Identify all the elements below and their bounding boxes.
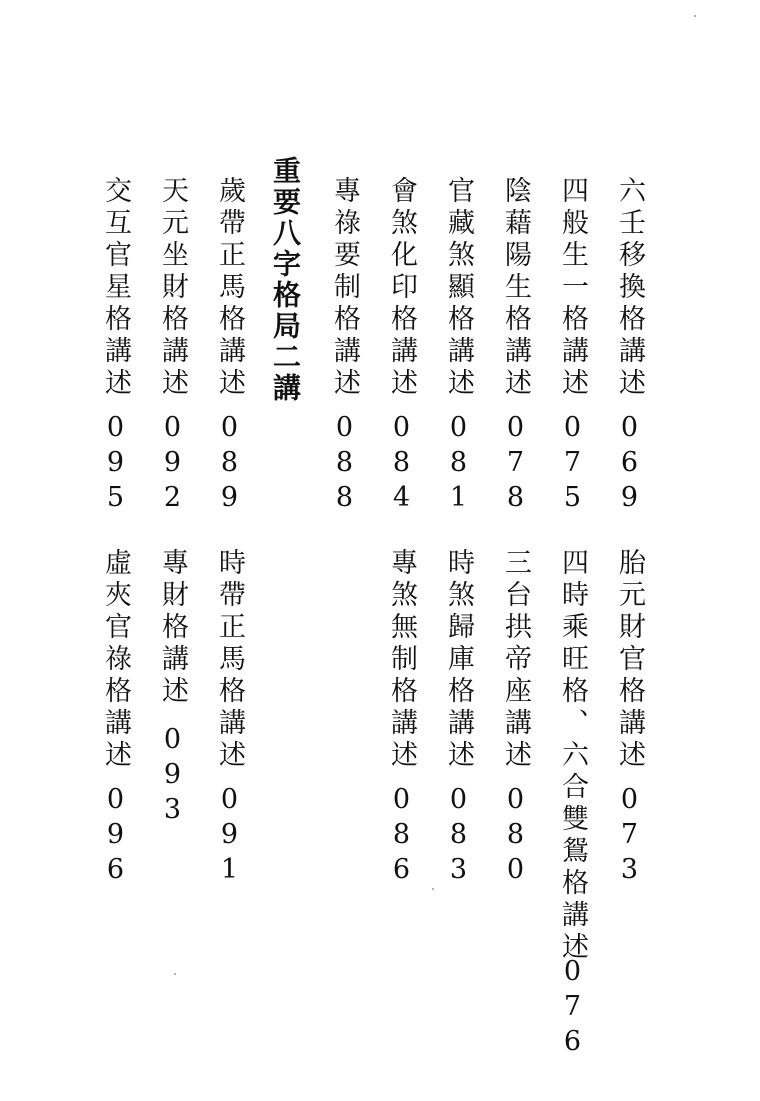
- toc-entry-title[interactable]: 四般生一格講述: [557, 176, 588, 400]
- toc-entry-title[interactable]: 虛夾官祿格講述: [100, 548, 131, 772]
- toc-entry-page[interactable]: 084: [386, 412, 417, 517]
- toc-entry-page[interactable]: 092: [157, 412, 188, 517]
- toc-entry-page[interactable]: 088: [329, 412, 360, 517]
- toc-entry-title[interactable]: 歲帶正馬格講述: [214, 176, 245, 400]
- section-heading: 重要八字格局二講: [269, 156, 302, 404]
- scan-speck: [694, 15, 696, 17]
- toc-entry-title[interactable]: 專煞無制格講述: [386, 548, 417, 772]
- scan-speck: [174, 973, 176, 975]
- toc-entry-title[interactable]: 胎元財官格講述: [614, 548, 645, 772]
- toc-entry-title[interactable]: 交互官星格講述: [100, 176, 131, 400]
- toc-entry-page[interactable]: 083: [443, 784, 474, 889]
- toc-entry-page[interactable]: 076: [557, 956, 588, 1061]
- toc-entry-page[interactable]: 078: [500, 412, 531, 517]
- toc-entry-title[interactable]: 三台拱帝座講述: [500, 548, 531, 772]
- toc-entry-title[interactable]: 時煞歸庫格講述: [443, 548, 474, 772]
- toc-entry-page[interactable]: 080: [500, 784, 531, 889]
- toc-entry-page[interactable]: 089: [214, 412, 245, 517]
- toc-entry-page[interactable]: 086: [386, 784, 417, 889]
- toc-entry-title[interactable]: 四時乘旺格、六合雙鴛格講述: [557, 548, 588, 964]
- toc-entry-page[interactable]: 093: [157, 724, 188, 829]
- toc-entry-page[interactable]: 095: [100, 412, 131, 517]
- toc-entry-title[interactable]: 六壬移換格講述: [614, 176, 645, 400]
- toc-entry-title[interactable]: 會煞化印格講述: [386, 176, 417, 400]
- toc-entry-page[interactable]: 073: [614, 784, 645, 889]
- toc-entry-title[interactable]: 時帶正馬格講述: [214, 548, 245, 772]
- toc-entry-title[interactable]: 專祿要制格講述: [329, 176, 360, 400]
- toc-entry-title[interactable]: 陰藉陽生格講述: [500, 176, 531, 400]
- toc-entry-page[interactable]: 091: [214, 784, 245, 889]
- toc-entry-page[interactable]: 069: [614, 412, 645, 517]
- scan-speck: [432, 888, 434, 890]
- toc-entry-title[interactable]: 專財格講述: [157, 548, 188, 708]
- toc-entry-page[interactable]: 075: [557, 412, 588, 517]
- toc-entry-page[interactable]: 081: [443, 412, 474, 517]
- toc-entry-title[interactable]: 天元坐財格講述: [157, 176, 188, 400]
- toc-entry-page[interactable]: 096: [100, 784, 131, 889]
- toc-entry-title[interactable]: 官藏煞顯格講述: [443, 176, 474, 400]
